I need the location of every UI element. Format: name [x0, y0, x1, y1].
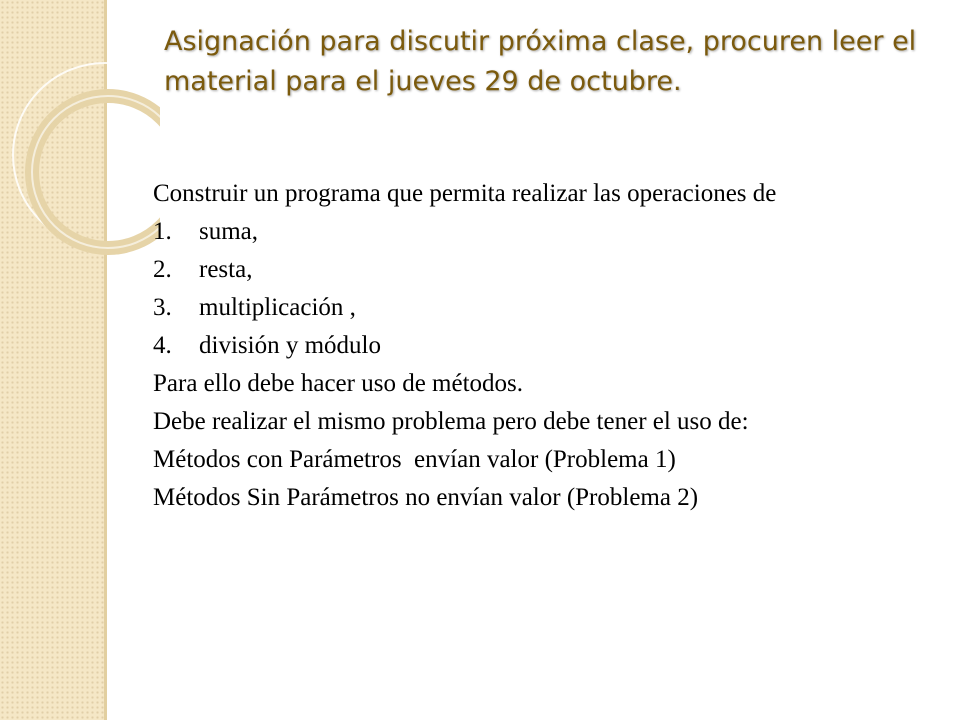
list-item-number: 4. — [153, 332, 172, 359]
decorative-ring-medium — [32, 96, 160, 248]
list-item — [153, 213, 873, 251]
list-item — [153, 327, 873, 365]
list-item-text: resta, — [199, 256, 253, 283]
list-item — [153, 289, 873, 327]
slide-title: Asignación para discutir próxima clase, procuren leer el material para el jueves 29 de octubre. — [164, 26, 917, 97]
methods-note: Para ello debe hacer uso de métodos. — [153, 370, 524, 397]
list-item-number: 2. — [153, 256, 172, 283]
intro-text: Construir un programa que permita realizar las operaciones de — [153, 180, 777, 207]
list-item-text: división y módulo — [199, 332, 381, 359]
problem-1-text: Métodos con Parámetros envían valor (Problema 1) — [153, 446, 676, 473]
slide-body — [153, 175, 873, 517]
operations-list — [153, 213, 873, 365]
requirement-text: Debe realizar el mismo problema pero debe tener el uso de: — [153, 408, 749, 435]
list-item-number: 1. — [153, 218, 172, 245]
decorative-circles — [0, 0, 160, 260]
list-item-number: 3. — [153, 294, 172, 321]
problem-2-text: Métodos Sin Parámetros no envían valor (Problema 2) — [153, 484, 699, 511]
list-item-text: multiplicación , — [199, 294, 356, 321]
list-item-text: suma, — [199, 218, 259, 245]
list-item — [153, 251, 873, 289]
